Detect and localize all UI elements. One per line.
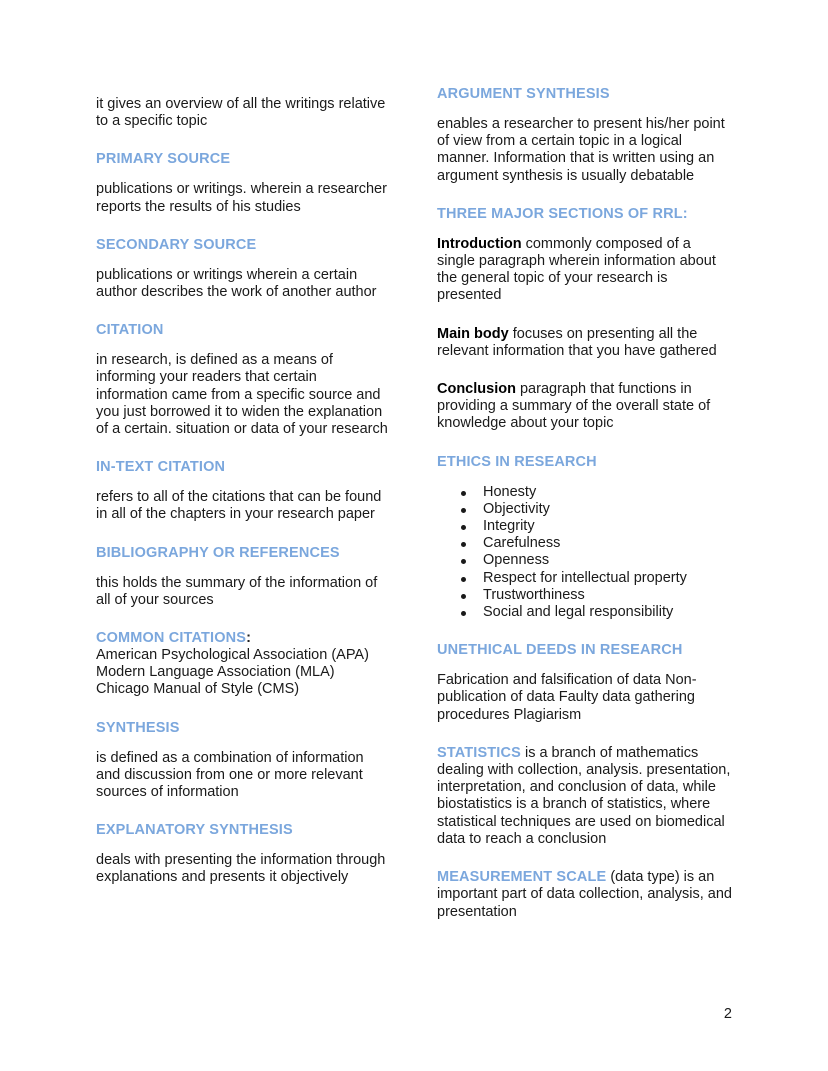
list-item-label: Respect for intellectual property xyxy=(483,569,687,586)
heading-bibliography-or-references: BIBLIOGRAPHY OR REFERENCES xyxy=(96,544,340,561)
body-argument-synthesis: enables a researcher to present his/her point of view from a certain topic in a logical manner. Information that is written using an argument synthesis is usually debatable xyxy=(437,116,725,184)
list-item: Chicago Manual of Style (CMS) xyxy=(96,681,300,698)
body-main-body xyxy=(437,326,732,360)
list-item xyxy=(483,604,732,621)
bullet-icon xyxy=(461,508,466,513)
heading-synthesis: SYNTHESIS xyxy=(96,719,180,736)
heading-in-text-citation: IN-TEXT CITATION xyxy=(96,459,226,476)
list-item: American Psychological Association (APA) xyxy=(96,647,369,664)
heading-primary-source: PRIMARY SOURCE xyxy=(96,151,231,168)
intro-paragraph: it gives an overview of all the writings relative to a specific topic xyxy=(96,96,386,130)
bullet-icon xyxy=(461,542,466,547)
body-secondary-source: publications or writings wherein a certain author describes the work of another author xyxy=(96,266,377,301)
label-introduction: Introduction xyxy=(437,235,522,252)
text-conclusion: paragraph that functions in providing a summary of the overall state of knowledge about your topic xyxy=(437,381,711,432)
ethics-bullet-list xyxy=(437,484,732,622)
list-item xyxy=(483,587,732,604)
list-item xyxy=(483,501,732,518)
bullet-icon xyxy=(461,577,466,582)
body-bibliography-or-references: this holds the summary of the information of all of your sources xyxy=(96,574,378,608)
two-column-body xyxy=(96,86,732,921)
inline-heading-statistics: STATISTICS xyxy=(437,744,521,761)
body-introduction xyxy=(437,236,732,305)
heading-unethical-deeds-in-research: UNETHICAL DEEDS IN RESEARCH xyxy=(437,642,683,659)
body-statistics xyxy=(437,745,732,848)
list-item xyxy=(483,535,732,552)
bullet-icon xyxy=(461,559,466,564)
heading-common-citations xyxy=(96,630,390,647)
bullet-icon xyxy=(461,491,466,496)
list-item xyxy=(483,552,732,569)
text-main-body: focuses on presenting all the relevant information that you have gathered xyxy=(437,325,717,359)
heading-citation: CITATION xyxy=(96,322,164,339)
body-in-text-citation: refers to all of the citations that can be found in all of the chapters in your research paper xyxy=(96,489,382,523)
right-column xyxy=(437,86,732,921)
label-conclusion: Conclusion xyxy=(437,381,516,398)
heading-common-citations-colon: : xyxy=(246,630,252,647)
body-primary-source: publications or writings. wherein a researcher reports the results of his studies xyxy=(96,181,387,215)
heading-argument-synthesis: ARGUMENT SYNTHESIS xyxy=(437,86,610,102)
text-statistics: is a branch of mathematics dealing with collection, analysis. presentation, interpretation, and conclusion of data, while biostatistics is a branch of statistics, where statistical techniques are used on biomedical data to reach a conclusion xyxy=(437,744,731,847)
body-citation: in research, is defined as a means of informing your readers that certain information came from a specific source and you just borrowed it to widen the explanation of a certain. situation or data of your research xyxy=(96,352,388,438)
list-item xyxy=(483,570,732,587)
list-item-label: Honesty xyxy=(483,483,537,500)
list-item-label: Social and legal responsibility xyxy=(483,604,674,621)
body-measurement-scale xyxy=(437,869,732,921)
text-introduction: commonly composed of a single paragraph wherein information about the general topic of your research is presented xyxy=(437,235,716,304)
list-item-label: Trustworthiness xyxy=(483,586,585,603)
heading-explanatory-synthesis: EXPLANATORY SYNTHESIS xyxy=(96,822,293,839)
heading-secondary-source: SECONDARY SOURCE xyxy=(96,236,257,253)
inline-heading-measurement-scale: MEASUREMENT SCALE xyxy=(437,869,607,886)
heading-common-citations-text: COMMON CITATIONS xyxy=(96,630,247,647)
bullet-icon xyxy=(461,525,466,530)
body-explanatory-synthesis: deals with presenting the information through explanations and presents it objectively xyxy=(96,852,386,886)
heading-three-major-sections-of-rrl: THREE MAJOR SECTIONS OF RRL: xyxy=(437,205,688,222)
list-item-label: Objectivity xyxy=(483,500,550,517)
body-conclusion xyxy=(437,381,732,433)
list-item-label: Openness xyxy=(483,552,550,569)
list-item: Modern Language Association (MLA) xyxy=(96,664,335,681)
common-citations-list xyxy=(96,647,390,699)
heading-ethics-in-research: ETHICS IN RESEARCH xyxy=(437,453,597,470)
body-synthesis: is defined as a combination of information and discussion from one or more relevant sources of information xyxy=(96,749,364,801)
list-item xyxy=(483,484,732,501)
text-measurement-scale: (data type) is an important part of data collection, analysis, and presentation xyxy=(437,869,732,920)
list-item-label: Integrity xyxy=(483,518,535,535)
left-column xyxy=(96,96,390,887)
bullet-icon xyxy=(461,594,466,599)
bullet-icon xyxy=(461,611,466,616)
body-unethical-deeds: Fabrication and falsification of data Non-publication of data Faulty data gathering procedures Plagiarism xyxy=(437,672,697,723)
label-main-body: Main body xyxy=(437,325,509,342)
list-item xyxy=(483,518,732,535)
page-number: 2 xyxy=(723,1006,732,1022)
list-item-label: Carefulness xyxy=(483,535,561,552)
